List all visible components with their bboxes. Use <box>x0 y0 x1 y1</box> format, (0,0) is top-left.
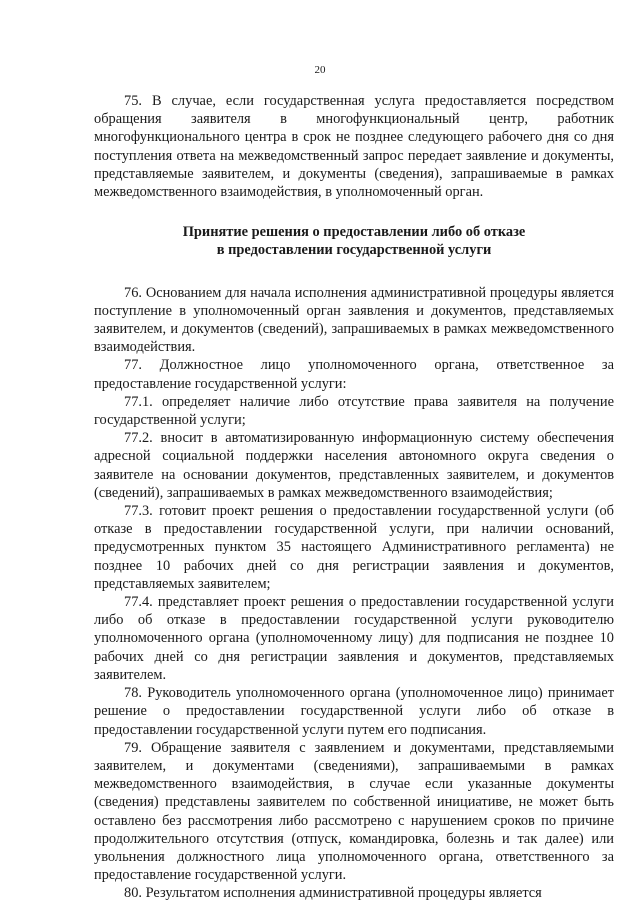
paragraph-80: 80. Результатом исполнения административной процедуры является <box>124 885 542 902</box>
paragraph-76: 76. Основанием для начала исполнения административной процедуры является поступление в уполномоченный орган заявления и документов, представляемых заявителем, и документов (сведений), запрашиваемых в рамках межведомственного взаимодействия. <box>94 284 614 356</box>
section-heading-line-1: Принятие решения о предоставлении либо об отказе <box>182 224 526 241</box>
paragraph-77-1: 77.1. определяет наличие либо отсутствие права заявителя на получение государственной услуги; <box>94 393 614 429</box>
paragraph-77: 77. Должностное лицо уполномоченного органа, ответственное за предоставление государственной услуги: <box>94 357 614 392</box>
section-heading-line-2: в предоставлении государственной услуги <box>216 242 492 259</box>
paragraph-75: 75. В случае, если государственная услуга предоставляется посредством обращения заявителя в многофункциональный центр, работник многофункционального центра в срок не позднее следующего рабочего дня со дня поступления ответа на межведомственный запрос передает заявление и документы, представляемые заявителем, и документы (сведения), запрашиваемые в рамках межведомственного взаимодействия, в уполномоченный орган. <box>94 93 614 201</box>
paragraph-78: 78. Руководитель уполномоченного органа (уполномоченное лицо) принимает решение о предоставлении государственной услуги либо об отказе в предоставлении государственной услуги путем его подписания. <box>94 685 614 738</box>
paragraph-77-2: 77.2. вносит в автоматизированную информационную систему обеспечения адресной социальной поддержки населения автономного округа сведения о заявителе на основании документов, представленных заявителем, и документов (сведений), запрашиваемых в рамках межведомственного взаимодействия; <box>94 430 614 501</box>
section-heading <box>94 223 614 259</box>
page-number: 20 <box>314 64 326 76</box>
document-body <box>94 92 614 903</box>
paragraph-79: 79. Обращение заявителя с заявлением и документами, представляемыми заявителем, и документами (сведениями), запрашиваемыми в рамках межведомственного взаимодействия, в случае если указанные документы (сведения) представлены заявителем по собственной инициативе, не может быть оставлено без рассмотрения либо рассмотрено с нарушением сроков по причине продолжительного отсутствия (отпуск, командировка, болезнь и так далее) или увольнения должностного лица уполномоченного органа, ответственного за предоставление государственной услуги. <box>94 739 614 884</box>
paragraph-77-3: 77.3. готовит проект решения о предоставлении государственной услуги (об отказе в предоставлении государственной услуги, при наличии оснований, предусмотренных пунктом 35 настоящего Административного регламента) не позднее 10 рабочих дней со дня регистрации заявления и документов, представляемых заявителем; <box>94 503 614 592</box>
paragraph-77-4: 77.4. представляет проект решения о предоставлении государственной услуги либо об отказе в предоставлении государственной услуги руководителю уполномоченного органа (уполномоченному лицу) для подписания не позднее 10 рабочих дней со дня регистрации заявления и документов, представляемых заявителем. <box>94 594 614 683</box>
